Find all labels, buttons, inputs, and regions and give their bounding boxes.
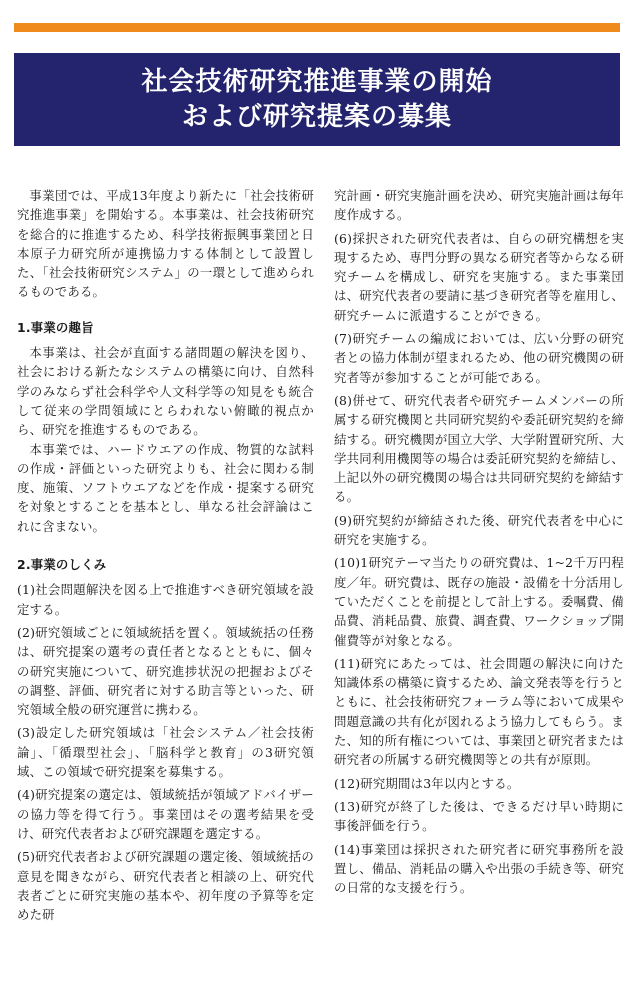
list-item: (4)研究提案の選定は、領域統括が領域アドバイザーの協力等を得て行う。事業団はその選考結果を受け、研究代表者および研究課題を選定する。 (17, 787, 314, 841)
list-item: (9)研究契約が締結された後、研究代表者を中心に研究を実施する。 (334, 512, 624, 548)
list-item: (13)研究が終了した後は、できるだけ早い時期に事後評価を行う。 (334, 798, 624, 834)
list-item: (11)研究にあたっては、社会問題の解決に向けた知識体系の構築に資するため、論文発表等を行うとともに、社会技術研究フォーラム等において成果や問題意識の共有化が図れるよう協力してもらう。また、知的所有権については、事業団と研究者または研究者の所属する研究機関等との共有が原則。 (334, 655, 624, 768)
left-column (17, 186, 314, 928)
list-item: (1)社会問題解決を図る上で推進すべき研究領域を設定する。 (17, 582, 314, 617)
right-column (334, 186, 624, 901)
list-item: (3)設定した研究領域は「社会システム／社会技術論」、「循環型社会」、「脳科学と教育」の3研究領域、この領域で研究提案を募集する。 (17, 725, 314, 780)
section-2-heading: 2.事業のしくみ (17, 557, 107, 573)
section-1-paragraph: 本事業では、ハードウエアの作成、物質的な試料の作成・評価といった研究よりも、社会に関わる制度、施策、ソフトウエアなどを作成・提案する研究を対象とすることを基本とし、単なる社会評論はこれに含まない。 (17, 441, 314, 534)
page-title-line-2: および研究提案の募集 (181, 102, 452, 132)
list-item: (14)事業団は採択された研究者に研究事務所を設置し、備品、消耗品の購入や出張の手続き等、研究の日常的な支援を行う。 (334, 841, 624, 896)
list-item: (2)研究領域ごとに領域統括を置く。領域統括の任務は、研究提案の選考の責任者となるとともに、個々の研究実施について、研究進捗状況の把握およびその調整、評価、研究者に対する助言等といった、研究領域全般の研究運営に携わる。 (17, 624, 314, 718)
orange-accent-rule (14, 23, 620, 32)
list-item: (6)採択された研究代表者は、自らの研究構想を実現するため、専門分野の異なる研究者等からなる研究チームを構成し、研究を実施する。また事業団は、研究代表者の要請に基づき研究者等を雇用し、研究チームに派遣することができる。 (334, 230, 624, 323)
list-item: 究計画・研究実施計画を決め、研究実施計画は毎年度作成する。 (334, 188, 624, 223)
list-item: (5)研究代表者および研究課題の選定後、領域統括の意見を聞きながら、研究代表者と相談の上、研究代表者ごとに研究実施の基本や、初年度の予算等を定めた研 (17, 849, 314, 923)
list-item: (12)研究期間は3年以内とする。 (334, 775, 520, 791)
list-item: (8)併せて、研究代表者や研究チームメンバーの所属する研究機関と共同研究契約や委託研究契約を締結する。研究機関が国立大学、大学附置研究所、大学共同利用機関等の場合は委託研究契約を締結し、上記以外の研究機関の場合は共同研究契約を締結する。 (334, 392, 624, 505)
intro-paragraph: 事業団では、平成13年度より新たに「社会技術研究推進事業」を開始する。本事業は、社会技術研究を総合的に推進するため、科学技術振興事業団と日本原子力研究所が連携協力する体制として設置した、「社会技術研究システム」の一環として進められるものである。 (17, 188, 314, 300)
list-item: (10)1研究テーマ当たりの研究費は、1~2千万円程度／年。研究費は、既存の施設・設備を十分活用していただくことを前提として計上する。委嘱費、備品費、消耗品費、旅費、調査費、ワークショップ開催費等が対象となる。 (334, 555, 624, 648)
section-1-paragraph: 本事業は、社会が直面する諸問題の解決を図り、社会における新たなシステムの構築に向け、自然科学のみならず社会科学や人文科学等の知見をも統合して従来の学問領域にとらわれない俯瞰的視点から、研究を推進するものである。 (17, 345, 314, 438)
section-1-heading: 1.事業の趣旨 (17, 319, 94, 335)
page-title-line-1: 社会技術研究推進事業の開始 (141, 67, 493, 97)
title-banner (14, 53, 620, 146)
list-item: (7)研究チームの編成においては、広い分野の研究者との協力体制が望まれるため、他の研究機関の研究者等が参加することが可能である。 (334, 331, 624, 385)
